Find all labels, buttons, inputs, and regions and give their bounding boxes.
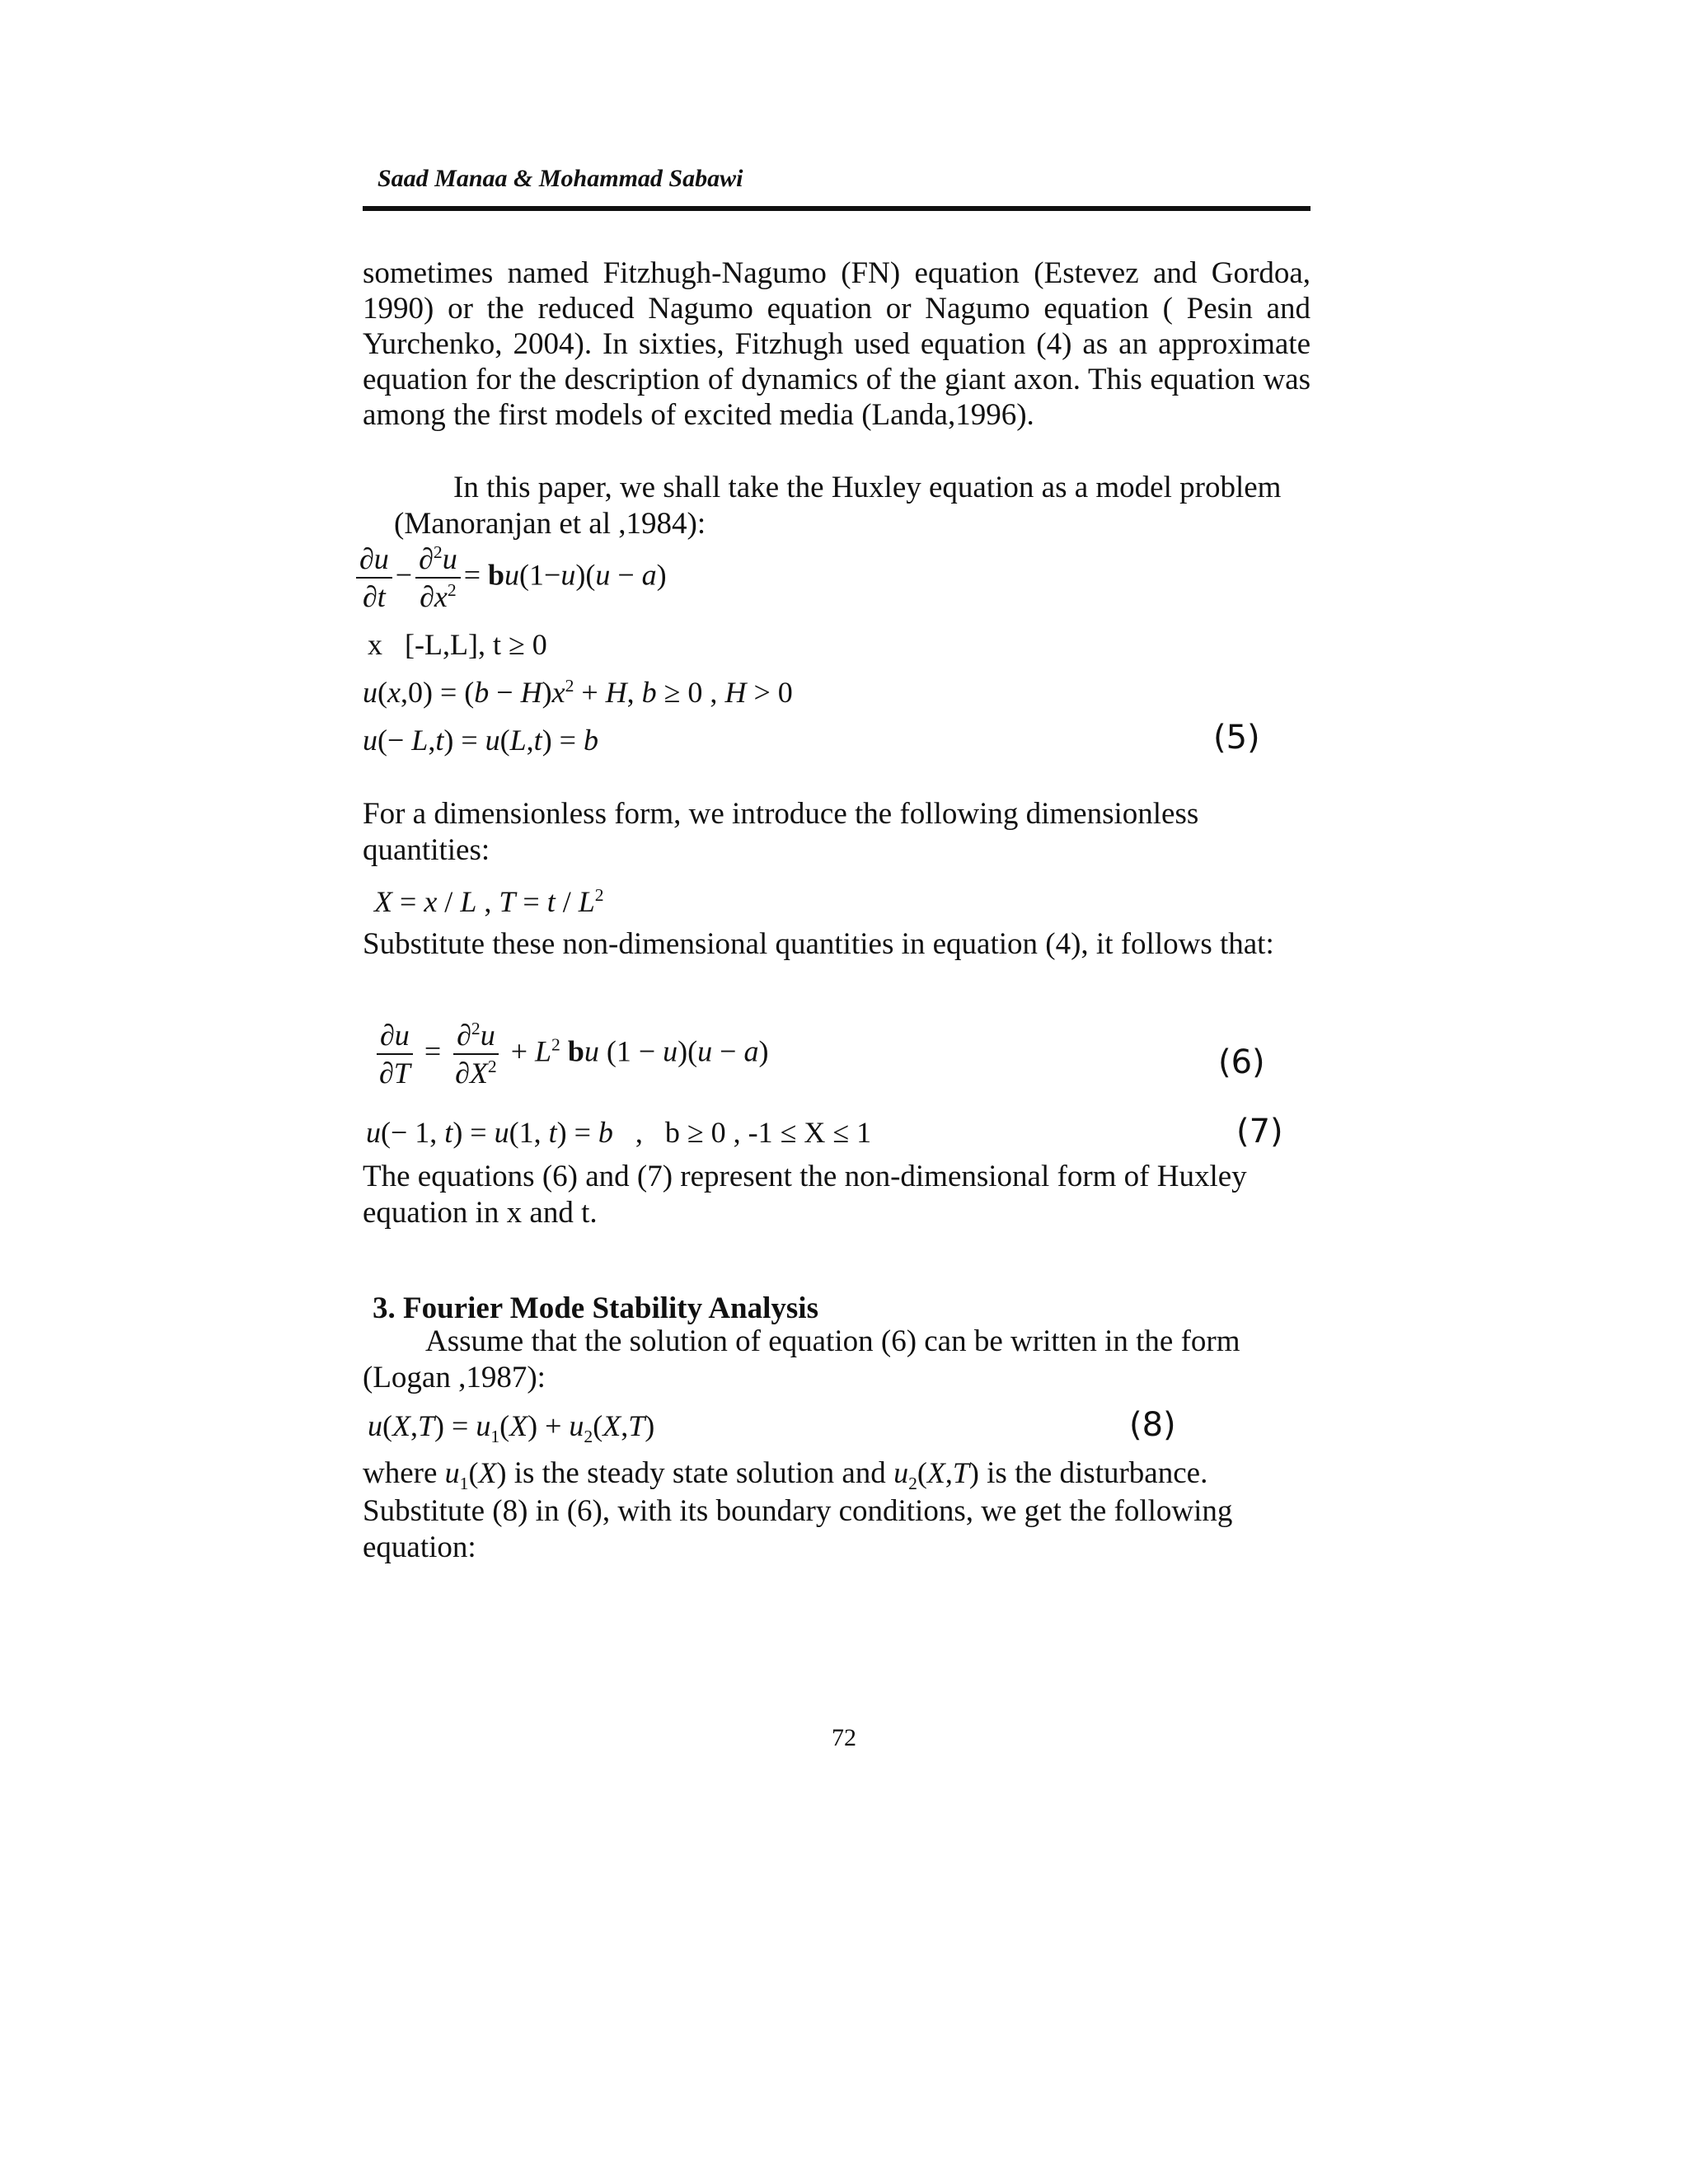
equation-number-7: (7) <box>1236 1113 1283 1151</box>
equation-dimensionless-quantities: X = x / L , $T = t / L^2$ <box>374 885 604 918</box>
equation-nondimensional-boundary: u(− 1, t) = u(1, t) = b , b ≥ 0 , -1 ≤ X ≤ 1 <box>366 1116 872 1149</box>
paragraph-huxley-intro-line1: In this paper, we shall take the Huxley equation as a model problem <box>453 471 1282 504</box>
domain-interval: [-L,L], t ≥ 0 <box>405 628 547 661</box>
equation-number-5: (5) <box>1213 719 1260 757</box>
page-number: 72 <box>832 1724 856 1751</box>
paragraph-assume-line2: (Logan ,1987): <box>363 1361 546 1394</box>
paragraph-dimensionless-line2: quantities: <box>363 833 490 867</box>
paragraph-nondimensional-line2: equation in x and t. <box>363 1196 598 1230</box>
equation-boundary-condition: u(− L,t) = u(L,t) = b <box>363 724 598 757</box>
equation-number-6: (6) <box>1218 1043 1265 1081</box>
paragraph-huxley-intro-line2: (Manoranjan et al ,1984): <box>394 507 706 541</box>
paragraph-assume-line1: Assume that the solution of equation (6) can be written in the form <box>425 1324 1240 1358</box>
where-text: where <box>363 1456 438 1490</box>
symbol-u1: $u_1(X)$ <box>444 1456 507 1494</box>
equation-7-conditions: b ≥ 0 , -1 ≤ X ≤ 1 <box>664 1116 872 1149</box>
equation-nondimensional-pde: $\frac{\partial u}{\partial T}$ = $\frac{\partial^2u}{\partial X^2}$ + $L^2$ bu (1 − u)(u − a) <box>373 1020 768 1088</box>
paragraph-substitute: Substitute these non-dimensional quantities in equation (4), it follows that: <box>363 927 1274 961</box>
equation-huxley-pde: $\frac{\partial u}{\partial t}$ − $\frac{\partial^2u}{\partial x^2}$ = bu(1−u)(u − a) <box>353 544 667 612</box>
equation-initial-condition: $u(x,0) = (b - H)x^2 + H$, b ≥ 0 , H > 0 <box>363 676 793 709</box>
paragraph-nondimensional-line1: The equations (6) and (7) represent the non-dimensional form of Huxley <box>363 1160 1247 1193</box>
equation-domain <box>368 630 547 659</box>
paragraph-dimensionless-line1: For a dimensionless form, we introduce the following dimensionless <box>363 797 1199 831</box>
section-heading: 3. Fourier Mode Stability Analysis <box>373 1291 818 1325</box>
equation-number-8: (8) <box>1129 1406 1176 1444</box>
equation-decomposition: $u(X,T) = u_1(X) + u_2(X,T)$ <box>368 1409 655 1447</box>
running-header-authors: Saad Manaa & Mohammad Sabawi <box>377 165 743 192</box>
disturbance-text: is the disturbance. <box>987 1456 1208 1490</box>
paragraph-where-line <box>363 1455 1208 1494</box>
steady-state-text: is the steady state solution and <box>513 1456 886 1490</box>
domain-variable: x <box>368 628 382 661</box>
paragraph-substitute-8-line2: equation: <box>363 1530 476 1564</box>
paragraph-fitzhugh-nagumo: sometimes named Fitzhugh-Nagumo (FN) equation (Estevez and Gordoa, 1990) or the reduced Nagumo equation or Nagumo equation ( Pesin and Yurchenko, 2004). In sixties, Fitzhugh used equation (4) as an approximate equation for the description of dynamics of the giant axon. This equation was among the first models of excited media (Landa,1996). <box>363 256 1311 432</box>
symbol-u2: $u_2(X,T)$ <box>893 1456 979 1494</box>
header-rule <box>363 206 1311 211</box>
paragraph-substitute-8-line1: Substitute (8) in (6), with its boundary conditions, we get the following <box>363 1494 1233 1528</box>
